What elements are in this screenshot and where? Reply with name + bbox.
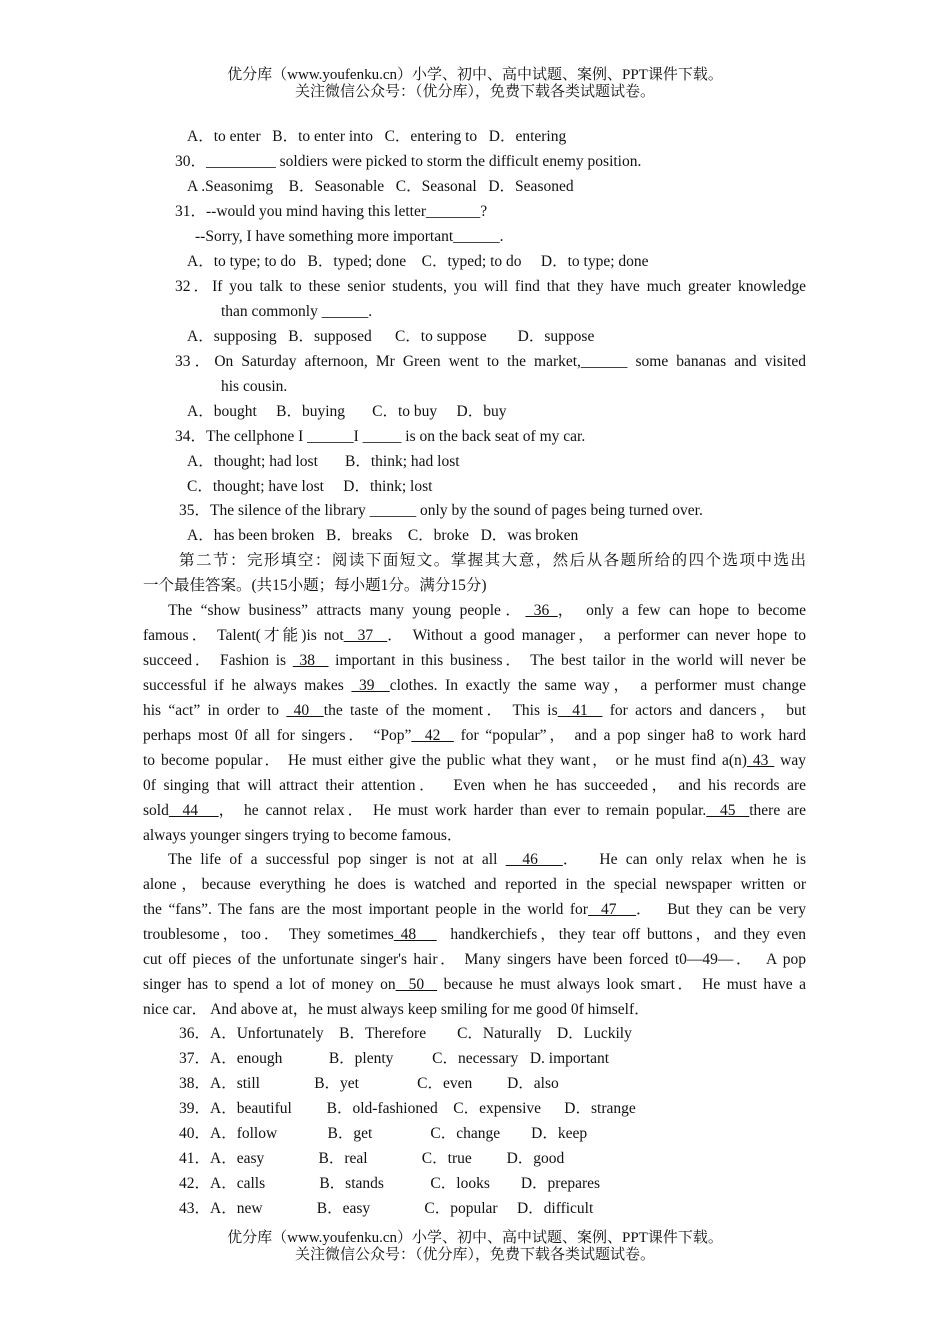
- q34-options-1: A．thought; had lost B．think; had lost: [187, 453, 460, 470]
- blank: 39: [351, 677, 390, 694]
- blank: 40: [286, 702, 324, 719]
- passage-line: [143, 975, 806, 995]
- passage-text: successful if he always makes: [143, 677, 352, 694]
- option-row: 36．A．Unfortunately B．Therefore C．Naturally D．Luckily: [179, 1025, 632, 1042]
- header-line-1: 优分库（www.youfenku.cn）小学、初中、高中试题、案例、PPT课件下载。: [227, 67, 723, 83]
- q33-stem-2: his cousin.: [221, 378, 288, 395]
- passage-text: cut off pieces of the unfortunate singer's hair． Many singers have been forced t0—49—． A pop: [143, 951, 806, 968]
- option-row: 40．A．follow B．get C．change D．keep: [179, 1125, 588, 1142]
- page-footer: [0, 1230, 950, 1264]
- q32-options: A．supposing B．supposed C．to suppose D．suppose: [187, 328, 595, 345]
- blank: 38: [292, 652, 329, 669]
- passage-text: for “popular”， and a pop singer ha8 to work hard: [453, 727, 806, 744]
- passage-line: [143, 751, 806, 771]
- q33-stem-1: 33．On Saturday afternoon, Mr Green went to the market,______ some bananas and visited: [175, 353, 806, 370]
- passage-text: to become popular． He must either give the public what they want， or he must find a(n): [143, 752, 747, 769]
- blank: 48: [393, 926, 437, 943]
- q33-options: A．bought B．buying C．to buy D．buy: [187, 403, 507, 420]
- passage-line: [143, 651, 806, 671]
- blank: 42: [411, 727, 454, 744]
- passage-text: perhaps most 0f all for singers． “Pop”: [143, 727, 412, 744]
- footer-line-2: 关注微信公众号：（优分库），免费下载各类试题试卷。: [294, 1247, 655, 1263]
- blank: 37: [343, 627, 388, 644]
- footer-line-1: 优分库（www.youfenku.cn）小学、初中、高中试题、案例、PPT课件下载。: [227, 1230, 723, 1246]
- q34-stem: 34．The cellphone I ______I _____ is on the back seat of my car.: [175, 428, 586, 445]
- q31-stem-1: 31．--would you mind having this letter_______?: [175, 203, 488, 220]
- passage-text: ． Without a good manager， a performer can never hope to: [387, 627, 807, 644]
- passage-text: ． But they can be very: [636, 901, 807, 918]
- passage-line: [143, 950, 806, 970]
- passage-line: [143, 726, 806, 746]
- passage-text: way: [774, 752, 806, 769]
- passage-line: [143, 801, 806, 821]
- section-heading-2: 一个最佳答案。(共15小题；每小题1分。满分15分): [143, 577, 487, 594]
- q29-options: A．to enter B．to enter into C．entering to D．entering: [187, 128, 567, 145]
- q30-stem: 30．_________ soldiers were picked to storm the difficult enemy position.: [175, 153, 642, 170]
- passage-line: [143, 875, 806, 895]
- passage-text: alone，because everything he does is watched and reported in the special newspaper written or: [143, 876, 806, 893]
- passage-text: for actors and dancers， but: [602, 702, 807, 719]
- passage-text: succeed． Fashion is: [143, 652, 293, 669]
- q34-options-2: C．thought; have lost D．think; lost: [187, 478, 433, 495]
- option-row: 39．A．beautiful B．old-fashioned C．expensive D．strange: [179, 1100, 636, 1117]
- passage-text: troublesome，too． They sometimes: [143, 926, 394, 943]
- blank: 50: [395, 976, 438, 993]
- passage-text: ． He can only relax when he is: [562, 851, 807, 868]
- passage-text: because he must always look smart． He must have a: [437, 976, 807, 993]
- blank: 43: [746, 752, 775, 769]
- section-heading-1: 第二节：完形填空：阅读下面短文。掌握其大意，然后从各题所给的四个选项中选出: [179, 552, 806, 569]
- page-header: [0, 67, 950, 101]
- option-row: 42．A．calls B．stands C．looks D．prepares: [179, 1175, 601, 1192]
- passage-line: [143, 626, 806, 646]
- passage-text: handkerchiefs，they tear off buttons，and they even: [436, 926, 807, 943]
- passage-line: [143, 601, 806, 621]
- blank: 36: [525, 602, 558, 619]
- q31-stem-2: --Sorry, I have something more important______.: [195, 228, 504, 245]
- passage-text: important in this business． The best tailor in the world will never be: [328, 652, 807, 669]
- passage-text: sold: [143, 802, 169, 819]
- passage-text: clothes. In exactly the same way， a performer must change: [389, 677, 806, 694]
- passage-text: famous． Talent(才能)is not: [143, 627, 344, 644]
- passage-text: the taste of the moment． This is: [323, 702, 558, 719]
- blank: 45: [706, 802, 750, 819]
- blank: 41: [557, 702, 603, 719]
- q31-options: A．to type; to do B．typed; done C．typed; to do D．to type; done: [187, 253, 649, 270]
- passage-text: nice car． And above at，he must always keep smiling for me good 0f himself．: [143, 1001, 650, 1018]
- q30-options: A .Seasonimg B．Seasonable C．Seasonal D．Seasoned: [187, 178, 574, 195]
- passage-line: [143, 850, 806, 870]
- passage-text: singer has to spend a lot of money on: [143, 976, 396, 993]
- passage-text: always younger singers trying to become famous．: [143, 827, 463, 844]
- passage-line: [143, 676, 806, 696]
- passage-text: The “show business” attracts many young people．: [143, 602, 526, 619]
- passage-text: 0f singing that will attract their attention． Even when he has succeeded， and his records are: [143, 777, 806, 794]
- blank: 47: [587, 901, 637, 918]
- passage-text: there are: [749, 802, 806, 819]
- q32-stem-2: than commonly ______.: [221, 303, 373, 320]
- option-row: 43．A．new B．easy C．popular D．difficult: [179, 1200, 594, 1217]
- passage-line: [143, 925, 806, 945]
- passage-line: [143, 826, 806, 846]
- q35-options: A．has been broken B．breaks C．broke D．was broken: [187, 527, 579, 544]
- header-line-2: 关注微信公众号：（优分库），免费下载各类试题试卷。: [294, 84, 655, 100]
- passage-text: his “act” in order to: [143, 702, 287, 719]
- passage-line: [143, 701, 806, 721]
- passage-line: [143, 1000, 806, 1020]
- passage-text: the “fans”. The fans are the most important people in the world for: [143, 901, 588, 918]
- passage-line: [143, 900, 806, 920]
- passage-text: ， only a few can hope to become: [557, 602, 807, 619]
- q32-stem-1: 32．If you talk to these senior students, you will find that they have much greater knowledge: [175, 278, 806, 295]
- passage-line: [143, 776, 806, 796]
- passage-text: The life of a successful pop singer is not at all: [143, 851, 506, 868]
- q35-stem: 35．The silence of the library ______ only by the sound of pages being turned over.: [179, 502, 703, 519]
- passage-text: ， he cannot relax． He must work harder than ever to remain popular.: [218, 802, 707, 819]
- blank: 46: [505, 851, 563, 868]
- blank: 44: [168, 802, 219, 819]
- option-row: 41．A．easy B．real C．true D．good: [179, 1150, 565, 1167]
- option-row: 37．A．enough B．plenty C．necessary D. important: [179, 1050, 610, 1067]
- option-row: 38．A．still B．yet C．even D．also: [179, 1075, 559, 1092]
